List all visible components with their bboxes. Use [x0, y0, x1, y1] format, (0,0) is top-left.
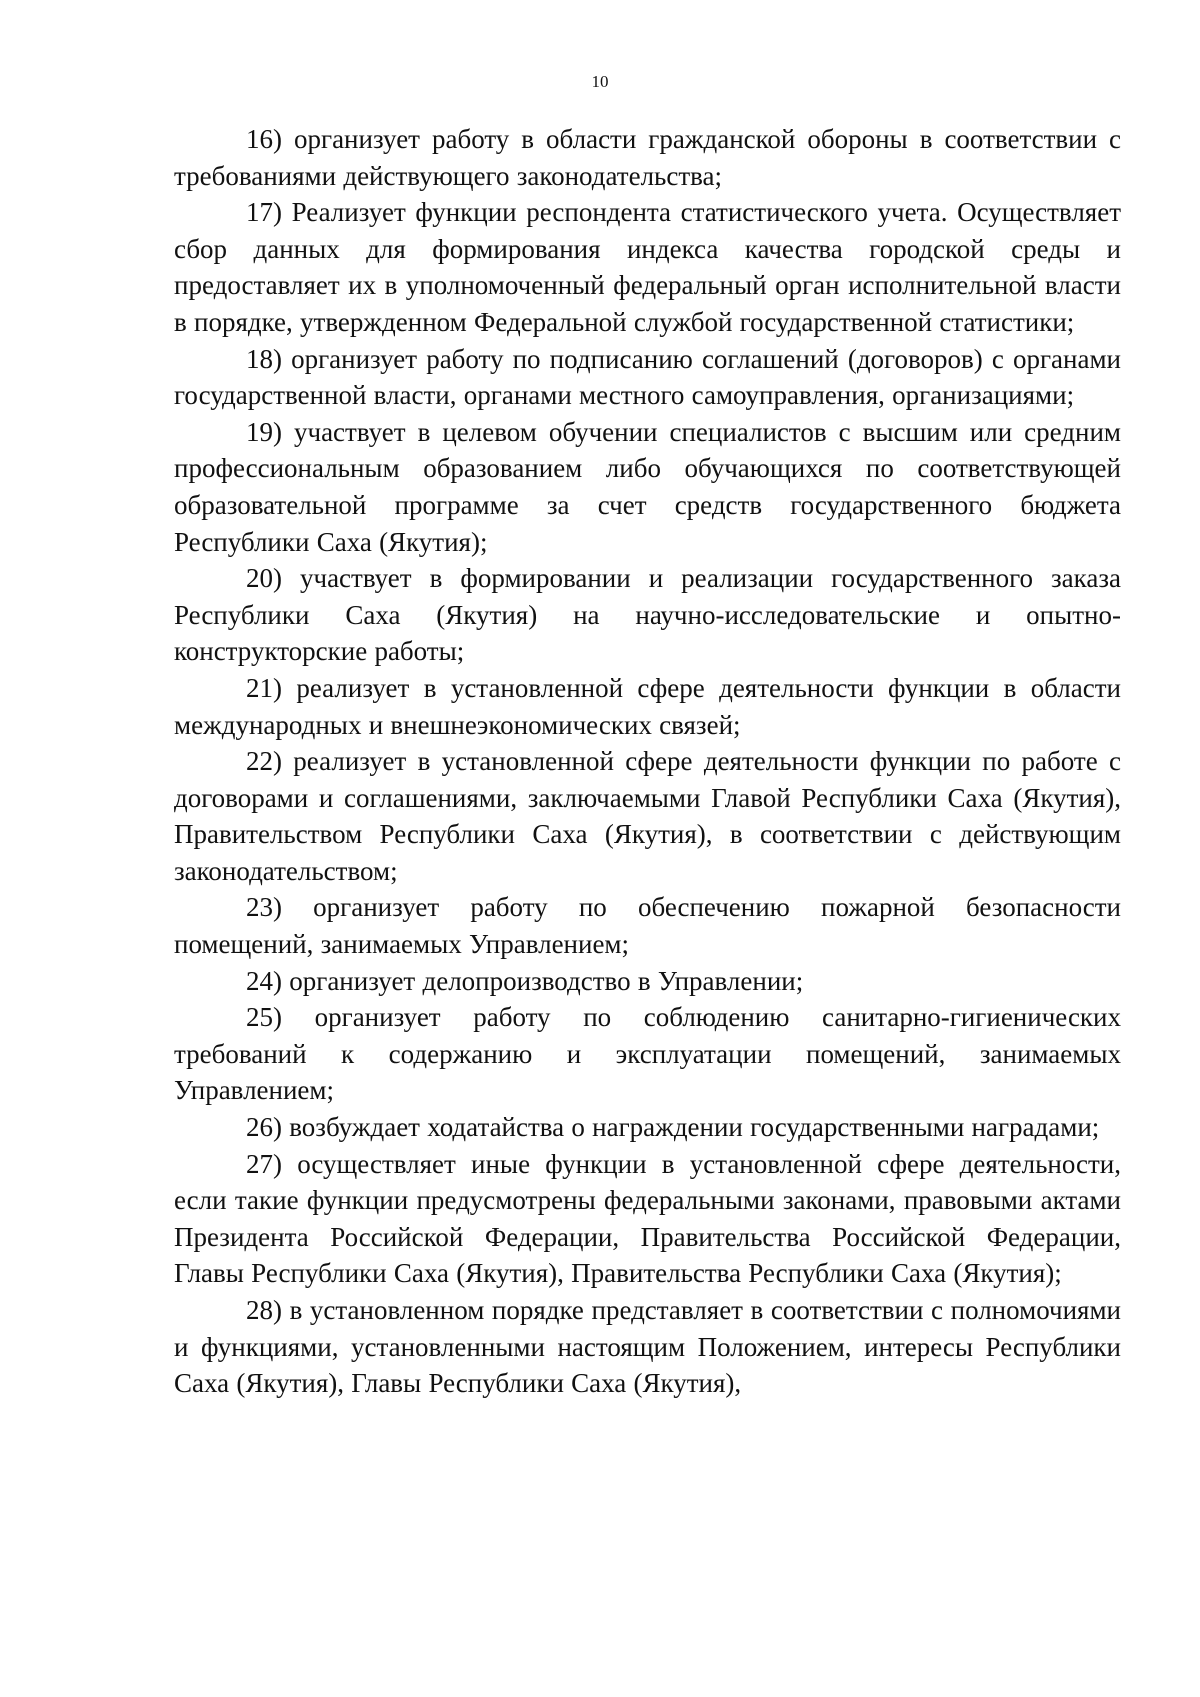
paragraph-item-23: 23) организует работу по обеспечению пожарной безопасности помещений, занимаемых Управлением; — [174, 892, 1121, 960]
page-number: 10 — [591, 72, 609, 91]
paragraph-item-26: 26) возбуждает ходатайства о награждении государственными наградами; — [246, 1112, 1100, 1143]
paragraph-item-25: 25) организует работу по соблюдению санитарно-гигиенических требований к содержанию и эксплуатации помещений, занимаемых Управлением; — [174, 1002, 1121, 1106]
paragraph-item-22: 22) реализует в установленной сфере деятельности функции по работе с договорами и соглашениями, заключаемыми Главой Республики Саха (Якутия), Правительством Республики Саха (Якутия), в соответствии с действующим законодательством; — [174, 746, 1121, 886]
paragraph-item-16: 16) организует работу в области гражданской обороны в соответствии с требованиями действующего законодательства; — [174, 124, 1121, 191]
paragraph-item-27: 27) осуществляет иные функции в установленной сфере деятельности, если такие функции предусмотрены федеральными законами, правовыми актами Президента Российской Федерации, Правительства Российской Федерации, Главы Республики Саха (Якутия), Правительства Республики Саха (Якутия); — [174, 1148, 1121, 1289]
paragraph-item-18: 18) организует работу по подписанию соглашений (договоров) с органами государственной власти, органами местного самоуправления, организациями; — [174, 343, 1121, 411]
paragraph-item-17: 17) Реализует функции респондента статистического учета. Осуществляет сбор данных для формирования индекса качества городской среды и предоставляет их в уполномоченный федеральный орган исполнительной власти в порядке, утвержденном Федеральной службой государственной статистики; — [174, 197, 1121, 337]
paragraph-item-28: 28) в установленном порядке представляет в соответствии с полномочиями и функциями, установленными настоящим Положением, интересы Республики Саха (Якутия), Главы Республики Саха (Якутия), — [174, 1295, 1121, 1399]
paragraph-item-20: 20) участвует в формировании и реализации государственного заказа Республики Саха (Якутия) на научно-исследовательские и опытно-конструкторские работы; — [174, 563, 1121, 667]
paragraph-item-21: 21) реализует в установленной сфере деятельности функции в области международных и внешнеэкономических связей; — [174, 672, 1121, 740]
paragraph-item-24: 24) организует делопроизводство в Управлении; — [246, 965, 804, 996]
paragraph-item-19: 19) участвует в целевом обучении специалистов с высшим или средним профессиональным образованием либо обучающихся по соответствующей образовательной программе за счет средств государственного бюджета Республики Саха (Якутия); — [174, 416, 1121, 557]
document-body — [174, 121, 1121, 1402]
